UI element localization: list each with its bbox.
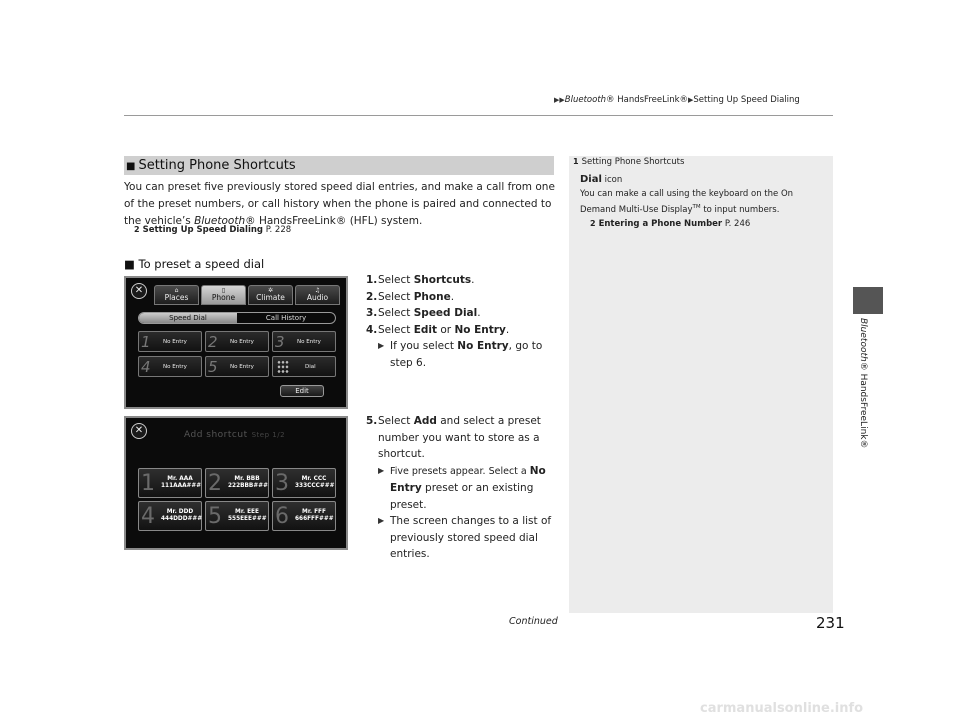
places-icon: ⌂ (174, 287, 179, 294)
tab-climate[interactable]: ✲ Climate (248, 285, 293, 305)
page-number: 231 (816, 614, 845, 632)
step-indicator: Step 1/2 (251, 431, 286, 439)
preset-3[interactable]: 3 No Entry (272, 331, 336, 352)
step-list (366, 272, 561, 563)
breadcrumb: ▶▶Bluetooth® HandsFreeLink®▶Setting Up Speed Dialing (554, 95, 800, 105)
audio-icon: ♫ (314, 287, 321, 294)
breadcrumb-hfl: ® HandsFreeLink® (606, 95, 689, 105)
phone-icon: ▯ (221, 287, 226, 294)
contact-preset-2[interactable]: 2 Mr. BBB 222BBB### (205, 468, 269, 498)
dial-icon-label: Dial (580, 174, 602, 185)
tab-phone[interactable]: ▯ Phone (201, 285, 246, 305)
section-heading (124, 156, 554, 175)
speed-dial-screen (124, 276, 348, 409)
continued-label: Continued (509, 616, 558, 627)
sidebar-body: Dial icon You can make a call using the keyboard on the On Demand Multi-Use Display™ to input numbers. 2 Entering a Phone Number P. 246 (580, 173, 826, 232)
watermark: carmanualsonline.info (700, 701, 864, 716)
subsection-heading: ■ To preset a speed dial (124, 257, 265, 271)
pointer-icon: ▶ (378, 341, 385, 350)
xref-entering-phone-number[interactable]: 2 Entering a Phone Number P. 246 (590, 219, 751, 230)
breadcrumb-bluetooth: Bluetooth (564, 95, 607, 105)
contact-preset-4[interactable]: 4 Mr. DDD 444DDD### (138, 501, 202, 531)
step-5-note-1: ▶ Five presets appear. Select a No Entry preset or an existing preset. (378, 464, 546, 511)
edit-button[interactable]: Edit (280, 385, 324, 397)
contact-preset-6[interactable]: 6 Mr. FFF 666FFF### (272, 501, 336, 531)
intro-paragraph: You can preset five previously stored speed dial entries, and make a call from one of the preset numbers, or call history when the phone is paired and connected to the vehicle’s Bluetooth® HandsFreeLink® (HFL) system. (124, 181, 555, 227)
sidebar-heading: 1 Setting Phone Shortcuts (573, 157, 685, 167)
chapter-side-label: Bluetooth® HandsFreeLink® (858, 318, 868, 449)
step-4: 4. Select Edit or No Entry. (366, 323, 510, 336)
preset-1[interactable]: 1 No Entry (138, 331, 202, 352)
close-icon[interactable]: ✕ (131, 423, 147, 439)
speed-dial-toggle (138, 312, 336, 324)
xref-speed-dialing[interactable]: 2 Setting Up Speed Dialing P. 228 (134, 225, 292, 235)
close-icon[interactable]: ✕ (131, 283, 147, 299)
preset-5[interactable]: 5 No Entry (205, 356, 269, 377)
step-3: 3. Select Speed Dial. (366, 307, 481, 319)
step-5-note-2: ▶ The screen changes to a list of previously stored speed dial entries. (378, 515, 552, 560)
dial-button[interactable]: Dial (272, 356, 336, 377)
screen-title: Add shortcut Step 1/2 (184, 430, 286, 440)
header-rule (124, 115, 833, 116)
preset-4[interactable]: 4 No Entry (138, 356, 202, 377)
add-shortcut-screen (124, 416, 348, 550)
keypad-icon (277, 360, 289, 374)
segment-call-history[interactable]: Call History (265, 314, 307, 322)
xref-arrow-icon: 2 (590, 219, 596, 229)
contact-preset-3[interactable]: 3 Mr. CCC 333CCC### (272, 468, 336, 498)
subsection-marker-icon: ■ (124, 257, 135, 271)
xref-arrow-icon: 2 (134, 225, 140, 234)
note-marker-icon: 1 (573, 157, 579, 166)
preset-2[interactable]: 2 No Entry (205, 331, 269, 352)
step-4-note: ▶ If you select No Entry, go to step 6. (378, 340, 543, 369)
pointer-icon: ▶ (378, 465, 385, 475)
step-2: 2. Select Phone. (366, 290, 455, 303)
climate-icon: ✲ (267, 287, 274, 294)
chapter-tab-marker (853, 287, 883, 314)
contact-preset-5[interactable]: 5 Mr. EEE 555EEE### (205, 501, 269, 531)
segment-speed-dial[interactable]: Speed Dial (139, 313, 237, 323)
breadcrumb-current: Setting Up Speed Dialing (693, 95, 800, 105)
pointer-icon: ▶ (378, 516, 385, 525)
section-marker-icon: ■ (126, 161, 136, 172)
tab-places[interactable]: ⌂ Places (154, 285, 199, 305)
shortcut-tabs (154, 285, 342, 306)
tab-audio[interactable]: ♫ Audio (295, 285, 340, 305)
contact-preset-1[interactable]: 1 Mr. AAA 111AAA### (138, 468, 202, 498)
step-1: 1. Select Shortcuts. (366, 274, 475, 286)
step-5: 5. Select Add and select a preset number you want to store as a shortcut. (366, 415, 541, 460)
section-title: Setting Phone Shortcuts (138, 158, 296, 173)
